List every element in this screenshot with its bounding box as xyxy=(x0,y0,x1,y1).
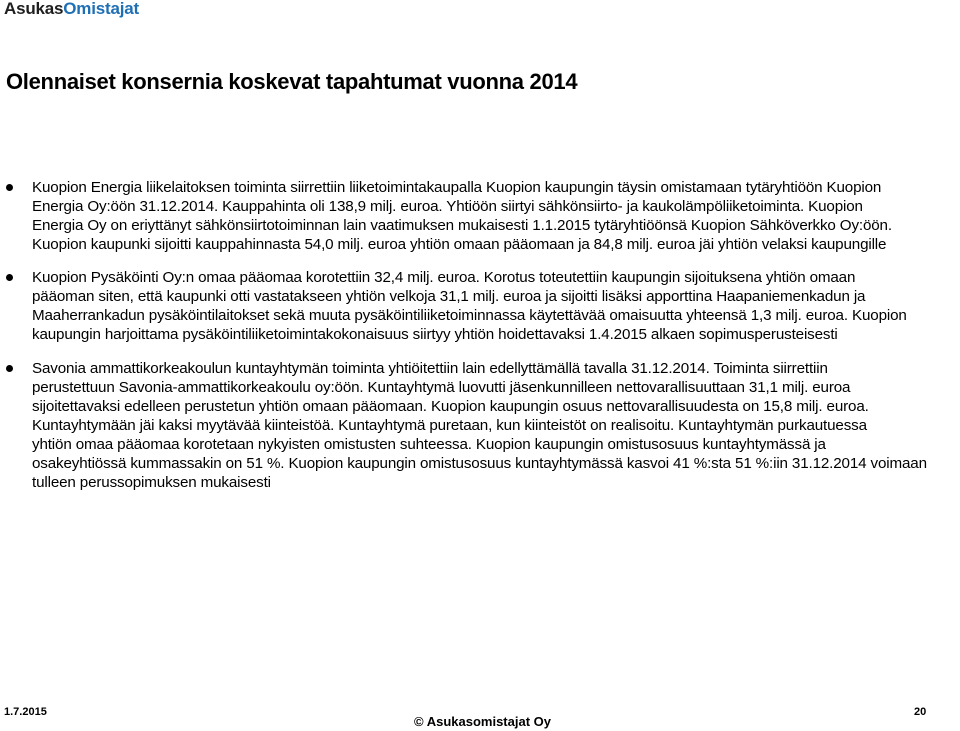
paragraph-line: osakeyhtiössä kummassakin on 51 %. Kuopion kaupungin omistusosuus kuntayhtymässä kasvoi 41 %:sta 51 %:iin 31.12.2014 voimaan xyxy=(32,455,927,472)
footer-page-number: 20 xyxy=(914,706,927,718)
paragraph-line: tulleen perussopimuksen mukaisesti xyxy=(32,474,271,491)
paragraph-line: Kuopion Energia liikelaitoksen toiminta siirrettiin liiketoimintakaupalla Kuopion kaupungin täysin omistamaan tytäryhtiöön Kuopion xyxy=(32,179,882,196)
bullet-paragraph xyxy=(32,268,938,344)
footer-copyright: © Asukasomistajat Oy xyxy=(414,714,551,729)
paragraph-line: Kuntayhtymään jäi kaksi myytävää kiinteistöä. Kuntayhtymä puretaan, kun kiinteistöt on realisoitu. Kuntayhtymän purkautuessa xyxy=(32,417,867,434)
paragraph-line: sijoitettavaksi edelleen perustetun yhtiön omaan pääomaan. Kuopion kaupungin osuus nettovarallisuudesta on 15,8 milj. euroa. xyxy=(32,398,869,415)
paragraph-line: pääoman siten, että kaupunki otti vastatakseen yhtiön velkoja 31,1 milj. euroa ja sijoitti lisäksi apporttina Haapaniemenkadun ja xyxy=(32,288,866,305)
paragraph-line: perustettuun Savonia-ammattikorkeakoulu oy:öön. Kuntayhtymä luovutti jäsenkunnilleen nettovarallisuuttaan 31,1 milj. euroa xyxy=(32,379,851,396)
logo-text-omistajat: Omistajat xyxy=(63,0,139,18)
logo xyxy=(4,0,139,19)
bullet-dot xyxy=(6,365,13,372)
page-title: Olennaiset konsernia koskevat tapahtumat vuonna 2014 xyxy=(6,69,578,94)
logo-text-asukas: Asukas xyxy=(4,0,64,18)
paragraph-line: yhtiön omaa pääomaa korotetaan nykyisten omistusten suhteessa. Kuopion kaupungin omistusosuus kuntayhtymässä ja xyxy=(32,436,826,453)
paragraph-line: Energia Oy on eriyttänyt sähkönsiirtotoiminnan lain vaatimuksen mukaisesti 1.1.2015 tytäryhtiöönsä Kuopion Sähköverkko Oy:öön. xyxy=(32,217,892,234)
paragraph-line: Kuopion Pysäköinti Oy:n omaa pääomaa korotettiin 32,4 milj. euroa. Korotus toteutettiin kaupungin sijoituksena yhtiön omaan xyxy=(32,269,856,286)
paragraph-line: kaupungin harjoittama pysäköintiliiketoimintakokonaisuus siirtyy yhtiön hoidettavaksi 1.4.2015 alkaen sopimusperusteisesti xyxy=(32,326,838,343)
bullet-dot xyxy=(6,184,13,191)
paragraph-line: Energia Oy:öön 31.12.2014. Kauppahinta oli 138,9 milj. euroa. Yhtiöön siirtyi sähkönsiirto- ja kaukolämpöliiketoiminta. Kuopion xyxy=(32,198,863,215)
footer-date: 1.7.2015 xyxy=(4,706,47,718)
paragraph-line: Kuopion kaupunki sijoitti kauppahinnasta 54,0 milj. euroa yhtiön omaan pääomaan ja 84,8 milj. euroa jäi yhtiön velaksi kaupungille xyxy=(32,236,887,253)
paragraph-line: Savonia ammattikorkeakoulun kuntayhtymän toiminta yhtiöitettiin lain edellyttämällä tavalla 31.12.2014. Toiminta siirrettiin xyxy=(32,360,828,377)
bullet-paragraph xyxy=(32,359,938,492)
paragraph-line: Maaherrankadun pysäköintilaitokset sekä muuta pysäköintiliiketoiminnassa käytettävää omaisuutta yhteensä 1,3 milj. euroa. Kuopion xyxy=(32,307,907,324)
bullet-paragraph xyxy=(32,178,938,254)
bullet-dot xyxy=(6,274,13,281)
